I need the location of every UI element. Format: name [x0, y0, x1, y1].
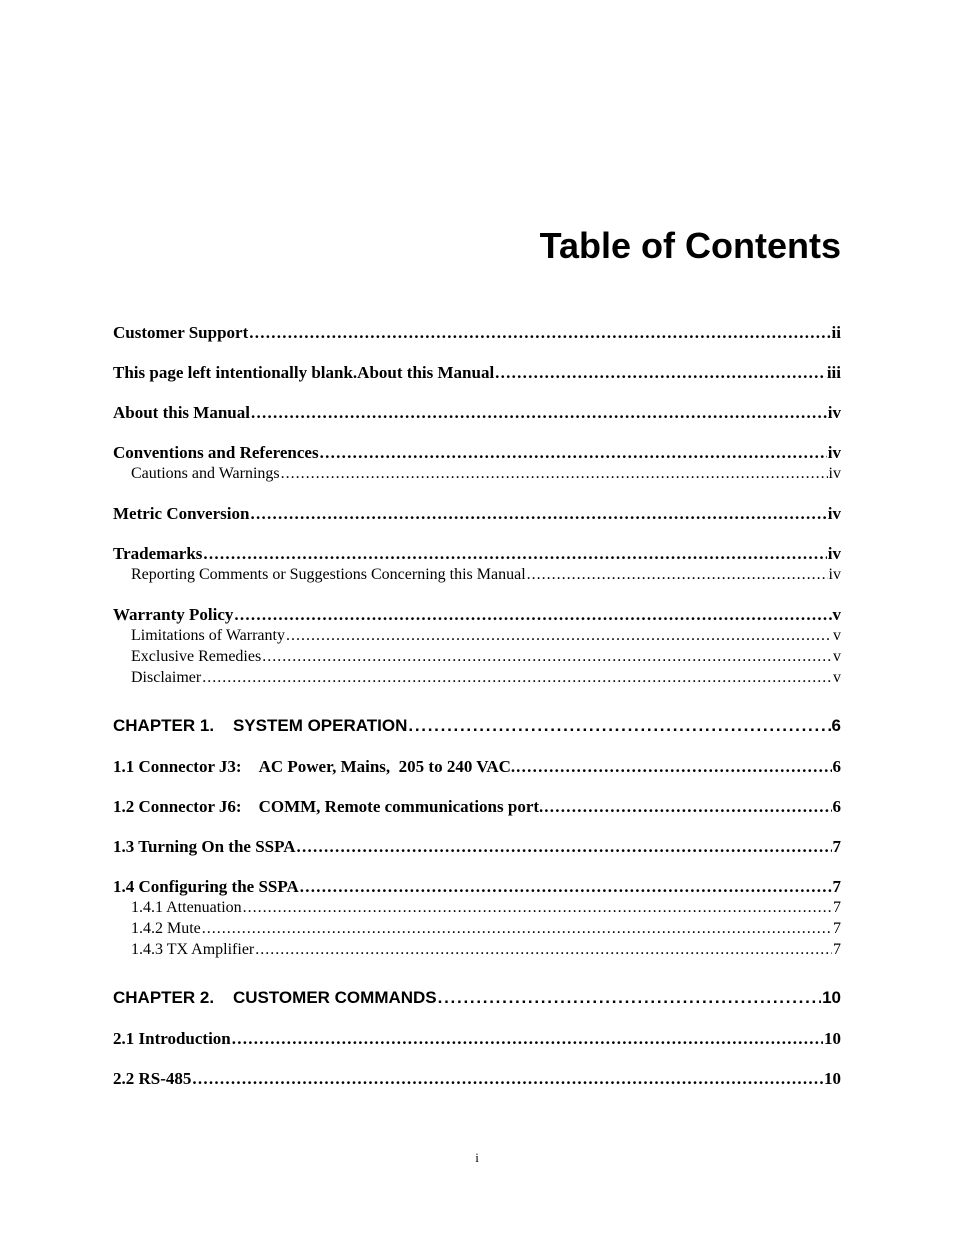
toc-entry-tx-amplifier[interactable]: [113, 939, 841, 960]
toc-entry-text: 1.4 Configuring the SSPA: [113, 877, 299, 896]
dot-leader: [250, 503, 826, 524]
dot-leader: [408, 715, 830, 737]
toc-entry-page: 7: [832, 837, 841, 856]
toc-entry-page: iv: [828, 566, 841, 583]
toc-entry-introduction[interactable]: [113, 1028, 841, 1049]
toc-entry-text: Conventions and References: [113, 443, 319, 462]
dot-leader: [516, 756, 831, 777]
toc-entry-page: iv: [827, 443, 841, 462]
toc-entry-page: v: [832, 605, 841, 624]
dot-leader: [234, 604, 831, 625]
dot-leader: [202, 667, 832, 688]
toc-entry-text: About this Manual: [113, 403, 250, 422]
toc-entry-metric-conversion[interactable]: [113, 503, 841, 524]
toc-entry-page: 10: [824, 1069, 841, 1088]
toc-entry-trademarks[interactable]: [113, 543, 841, 564]
toc-entry-blank-page-about-manual[interactable]: [113, 362, 841, 383]
toc-entry-text: 2.2 RS-485: [113, 1069, 192, 1088]
dot-leader: [544, 796, 831, 817]
toc-entry-text: 1.4.2 Mute: [131, 920, 201, 937]
dot-leader: [202, 918, 832, 939]
toc-entry-text: 1.4.3 TX Amplifier: [131, 941, 255, 958]
page-title: Table of Contents: [539, 225, 841, 266]
toc-entry-customer-support[interactable]: [113, 322, 841, 343]
toc-entry-page: 6: [832, 797, 841, 816]
toc-entry-text: CHAPTER 1. SYSTEM OPERATION: [113, 716, 408, 735]
dot-leader: [243, 897, 832, 918]
toc-chapter-1[interactable]: [113, 715, 841, 737]
page-number: i: [475, 1150, 479, 1165]
toc-entry-text: Limitations of Warranty: [131, 627, 285, 644]
toc-entry-page: 6: [832, 757, 841, 776]
toc-entry-conventions[interactable]: [113, 442, 841, 463]
dot-leader: [527, 564, 828, 585]
dot-leader: [438, 987, 821, 1009]
toc-entry-text: Metric Conversion: [113, 504, 250, 523]
toc-entry-page: iv: [827, 544, 841, 563]
toc-entry-about-this-manual[interactable]: [113, 402, 841, 423]
toc-entry-exclusive-remedies[interactable]: [113, 646, 841, 667]
toc-entry-turning-on[interactable]: [113, 836, 841, 857]
toc-entry-page: 10: [822, 988, 841, 1007]
toc-entry-warranty-policy[interactable]: [113, 604, 841, 625]
dot-leader: [249, 322, 830, 343]
toc-entry-limitations[interactable]: [113, 625, 841, 646]
toc-entry-page: iv: [827, 504, 841, 523]
toc-chapter-2[interactable]: [113, 987, 841, 1009]
toc-entry-text: Trademarks: [113, 544, 203, 563]
toc-entry-page: 7: [833, 899, 841, 916]
toc-entry-page: iv: [827, 403, 841, 422]
toc-entry-page: 6: [831, 716, 841, 735]
dot-leader: [286, 625, 832, 646]
toc-entry-connector-j6[interactable]: [113, 796, 841, 817]
dot-leader: [232, 1028, 823, 1049]
toc-entry-cautions-warnings[interactable]: [113, 463, 841, 484]
toc-entry-page: 7: [833, 941, 841, 958]
dot-leader: [281, 463, 828, 484]
table-of-contents: [113, 322, 841, 1089]
toc-entry-page: 7: [832, 877, 841, 896]
toc-entry-text: Cautions and Warnings: [131, 465, 280, 482]
dot-leader: [320, 442, 827, 463]
toc-entry-text: Disclaimer: [131, 669, 202, 686]
toc-entry-page: iii: [826, 363, 841, 382]
toc-entry-text: CHAPTER 2. CUSTOMER COMMANDS: [113, 988, 437, 1007]
toc-entry-text: 1.4.1 Attenuation: [131, 899, 242, 916]
toc-entry-page: v: [833, 669, 841, 686]
dot-leader: [495, 362, 826, 383]
toc-entry-page: ii: [831, 323, 841, 342]
toc-entry-page: iv: [828, 465, 841, 482]
toc-entry-text: This page left intentionally blank.About this Manual: [113, 363, 495, 382]
toc-entry-text: Reporting Comments or Suggestions Concerning this Manual: [131, 566, 526, 583]
toc-entry-configuring[interactable]: [113, 876, 841, 897]
dot-leader: [192, 1068, 823, 1089]
toc-entry-rs-485[interactable]: [113, 1068, 841, 1089]
toc-entry-disclaimer[interactable]: [113, 667, 841, 688]
toc-entry-page: 7: [833, 920, 841, 937]
dot-leader: [297, 836, 832, 857]
toc-entry-page: v: [833, 648, 841, 665]
dot-leader: [262, 646, 832, 667]
dot-leader: [203, 543, 826, 564]
toc-entry-mute[interactable]: [113, 918, 841, 939]
toc-entry-text: 1.1 Connector J3: AC Power, Mains, 205 to 240 VAC.: [113, 757, 516, 776]
dot-leader: [255, 939, 832, 960]
dot-leader: [300, 876, 832, 897]
toc-entry-page: v: [833, 627, 841, 644]
toc-entry-text: 1.3 Turning On the SSPA: [113, 837, 296, 856]
toc-entry-attenuation[interactable]: [113, 897, 841, 918]
toc-entry-connector-j3[interactable]: [113, 756, 841, 777]
toc-entry-text: Warranty Policy: [113, 605, 234, 624]
toc-entry-text: Customer Support: [113, 323, 249, 342]
dot-leader: [251, 402, 827, 423]
toc-entry-text: Exclusive Remedies: [131, 648, 262, 665]
toc-entry-reporting-comments[interactable]: [113, 564, 841, 585]
toc-entry-text: 2.1 Introduction: [113, 1029, 231, 1048]
toc-entry-text: 1.2 Connector J6: COMM, Remote communications port.: [113, 797, 544, 816]
toc-entry-page: 10: [824, 1029, 841, 1048]
